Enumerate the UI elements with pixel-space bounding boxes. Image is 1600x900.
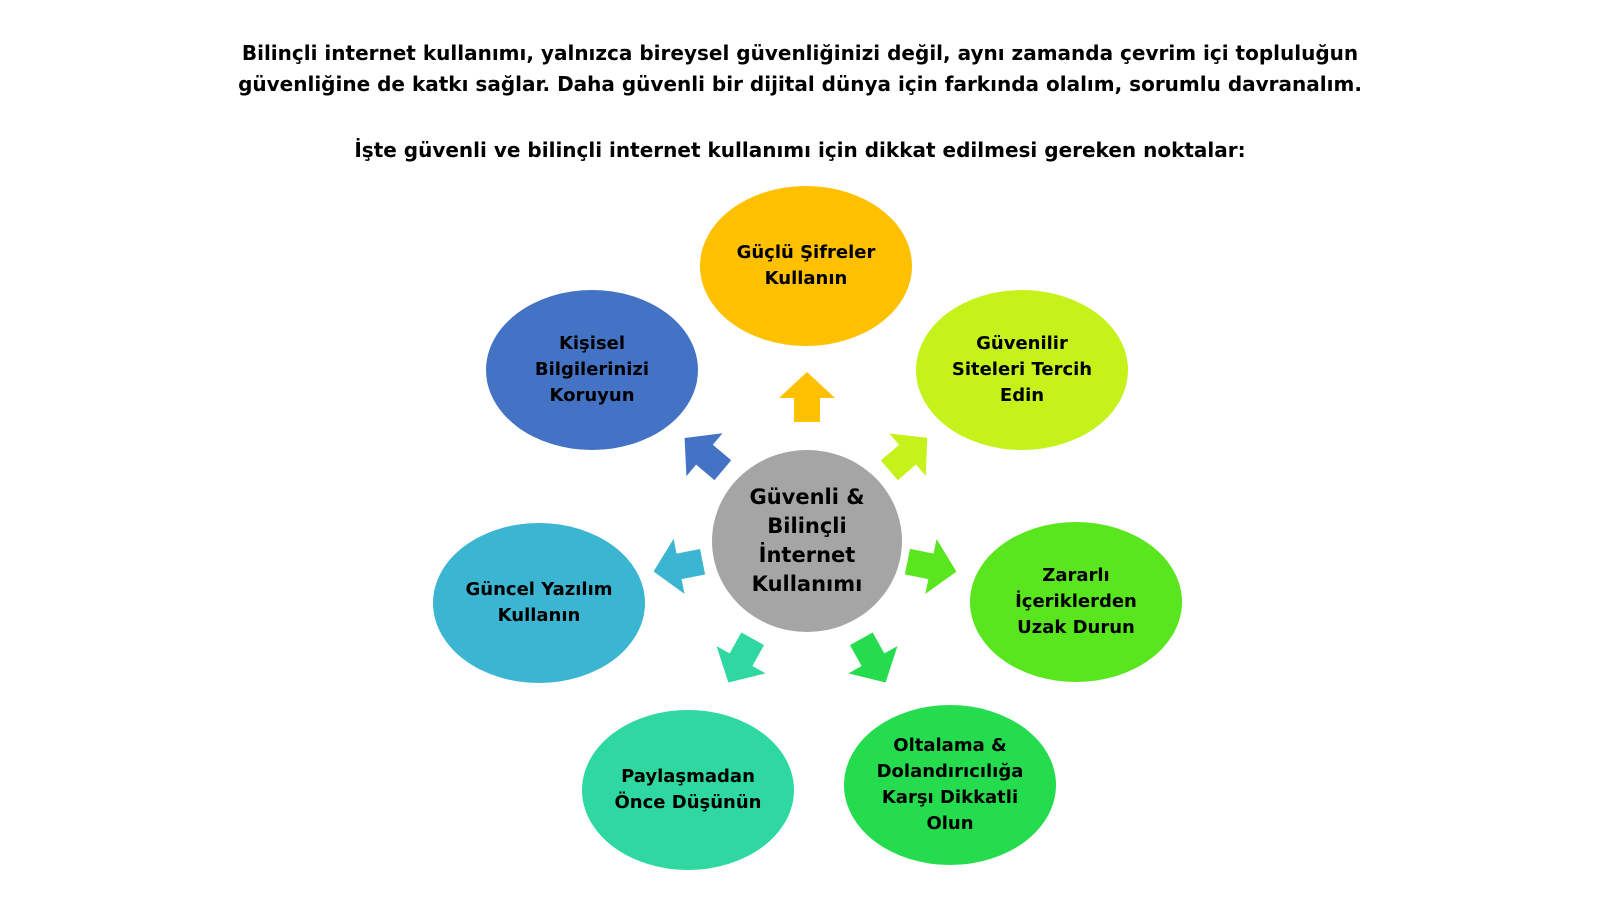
arrow-5 [704, 625, 777, 696]
center-node-label: Güvenli & Bilinçli İnternet Kullanımı [749, 485, 865, 596]
arrow-6 [648, 534, 708, 599]
arrow-4 [837, 625, 910, 696]
arrow-2 [871, 417, 945, 492]
center-node [712, 450, 902, 632]
node-label: Güncel Yazılım Kullanın [465, 579, 613, 626]
arrow-3 [902, 534, 962, 599]
subtitle: İşte güvenli ve bilinçli internet kullanımı için dikkat edilmesi gereken noktalar: [354, 138, 1246, 162]
intro-line-2: güvenliğine de katkı sağlar. Daha güvenli bir dijital dünya için farkında olalım, sorumlu davranalım. [238, 72, 1362, 96]
arrow-shape [871, 417, 945, 492]
node-think-before-sharing [582, 710, 794, 870]
node-protect-personal-info [486, 290, 698, 450]
node-label: Paylaşmadan Önce Düşünün [614, 766, 762, 813]
node-label: Oltalama & Dolandırıcılığa Karşı Dikkatli Olun [876, 735, 1024, 834]
node-label: Güvenilir Siteleri Tercih Edin [951, 333, 1093, 406]
arrow-shape [648, 534, 708, 599]
arrow-7 [667, 417, 741, 492]
arrow-shape [837, 625, 910, 696]
arrow-shape [667, 417, 741, 492]
arrow-shape [902, 534, 962, 599]
arrow-shape [779, 372, 835, 422]
node-strong-passwords [700, 186, 912, 346]
node-label: Zararlı İçeriklerden Uzak Durun [1015, 565, 1137, 638]
intro-line-1: Bilinçli internet kullanımı, yalnızca bireysel güvenliğinizi değil, aynı zamanda çevrim içi topluluğun [241, 41, 1359, 65]
arrow-shape [704, 625, 777, 696]
node-updated-software [433, 523, 645, 683]
arrow-1 [779, 372, 835, 422]
node-avoid-harmful-content [970, 522, 1182, 682]
node-label: Kişisel Bilgilerinizi Koruyun [534, 333, 650, 406]
node-phishing-fraud [844, 705, 1056, 865]
node-trusted-sites [916, 290, 1128, 450]
node-label: Güçlü Şifreler Kullanın [736, 242, 876, 289]
